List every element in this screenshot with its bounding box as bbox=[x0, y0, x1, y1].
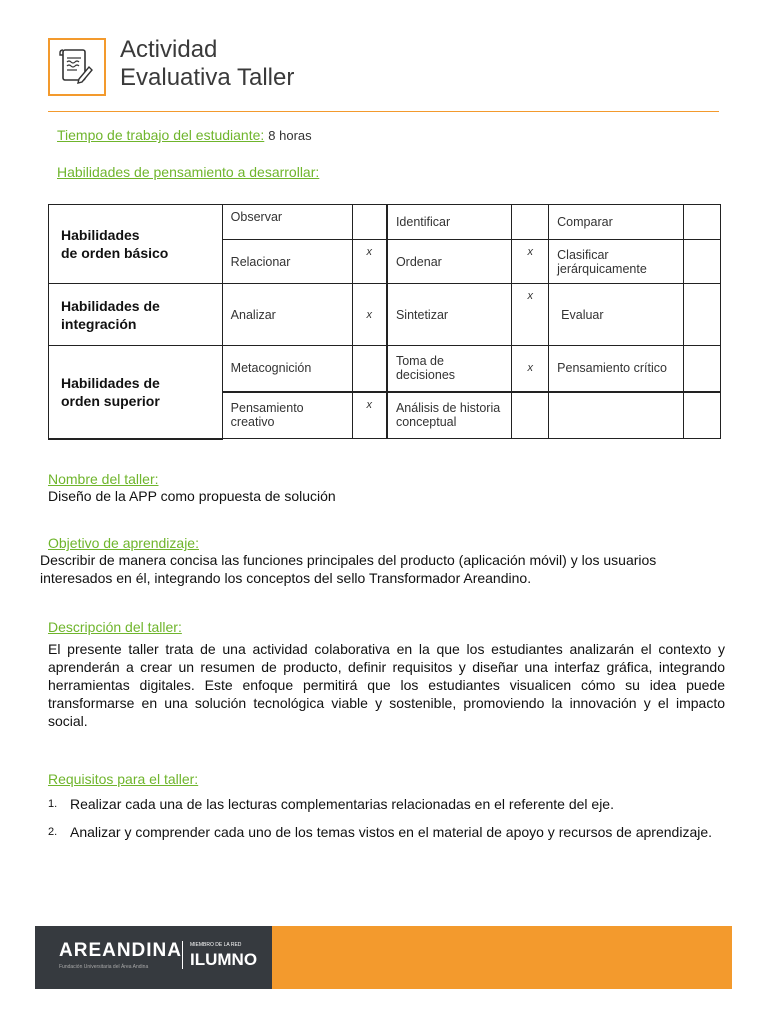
habilidades-title: Habilidades de pensamiento a desarrollar: bbox=[57, 164, 320, 180]
ilumno-logo: ILUMNO bbox=[190, 950, 258, 969]
skill-mark bbox=[684, 346, 721, 392]
objetivo-section bbox=[40, 535, 730, 587]
page-header bbox=[48, 38, 719, 112]
tiempo-label: Tiempo de trabajo del estudiante: bbox=[57, 127, 265, 143]
skill-mark: x bbox=[352, 392, 387, 439]
skill-mark bbox=[352, 205, 387, 240]
group-orden-basico: Habilidades de orden básico bbox=[49, 205, 223, 284]
objetivo-text: Describir de manera concisa las funciones principales del producto (aplicación móvil) y los usuarios interesados en él, integrando los conceptos del sello Transformador Areandino. bbox=[40, 552, 657, 586]
skills-table bbox=[48, 204, 721, 440]
skill-mark: x bbox=[512, 346, 549, 392]
skill-mark: x bbox=[352, 240, 387, 284]
skill-mark bbox=[512, 392, 549, 439]
skill-cell: Observar bbox=[222, 205, 352, 240]
skill-cell: Analizar bbox=[222, 284, 352, 346]
skill-mark bbox=[684, 240, 721, 284]
member-label: MIEMBRO DE LA RED bbox=[190, 942, 242, 948]
skill-cell: Comparar bbox=[549, 205, 684, 240]
document-pen-icon bbox=[48, 38, 106, 96]
skill-cell: Identificar bbox=[387, 205, 512, 240]
skill-mark bbox=[684, 205, 721, 240]
skill-mark: x bbox=[352, 284, 387, 346]
skill-cell: Evaluar bbox=[549, 284, 684, 346]
skill-cell: Metacognición bbox=[222, 346, 352, 392]
page-footer bbox=[35, 926, 732, 989]
nombre-value: Diseño de la APP como propuesta de solución bbox=[48, 488, 336, 504]
skill-cell: Clasificar jerárquicamente bbox=[549, 240, 684, 284]
title-line-2: Evaluativa Taller bbox=[120, 64, 295, 91]
logo-divider bbox=[182, 941, 183, 969]
nombre-section bbox=[48, 471, 336, 505]
descripcion-section bbox=[48, 619, 725, 730]
requisitos-section bbox=[48, 771, 198, 787]
areandina-subtitle: Fundación Universitaria del Área Andina bbox=[59, 964, 149, 970]
list-item-number: 2. bbox=[48, 826, 58, 838]
group-integracion: Habilidades de integración bbox=[49, 284, 223, 346]
skill-cell bbox=[549, 392, 684, 439]
list-item-text: Analizar y comprender cada uno de los temas vistos en el material de apoyo y recursos de aprendizaje. bbox=[70, 824, 713, 840]
footer-brand-block bbox=[35, 926, 272, 989]
skill-mark: x bbox=[512, 284, 549, 346]
descripcion-label: Descripción del taller: bbox=[48, 619, 182, 635]
skill-cell: Toma de decisiones bbox=[387, 346, 512, 392]
skill-mark bbox=[684, 392, 721, 439]
skill-mark bbox=[352, 346, 387, 392]
list-item bbox=[48, 824, 738, 840]
descripcion-text: El presente taller trata de una actividad colaborativa en la que los estudiantes analizarán el contexto y aprenderán a crear un resumen de producto, definir requisitos y diseñar una interfaz gráfica, integrando herramientas digitales. Este enfoque permitirá que los estudiantes visualicen cómo su idea puede transformarse en una solución tecnológica viable y sostenible, promoviendo la innovación y el impacto social. bbox=[48, 641, 725, 729]
page-title bbox=[120, 36, 294, 92]
requisitos-list bbox=[48, 796, 738, 852]
list-item-text: Realizar cada una de las lecturas complementarias relacionadas en el referente del eje. bbox=[70, 796, 614, 812]
objetivo-label: Objetivo de aprendizaje: bbox=[48, 535, 199, 551]
requisitos-label: Requisitos para el taller: bbox=[48, 771, 199, 787]
skill-mark: x bbox=[512, 240, 549, 284]
list-item bbox=[48, 796, 738, 812]
skill-cell: Ordenar bbox=[387, 240, 512, 284]
skill-cell: Pensamiento creativo bbox=[222, 392, 352, 439]
group-orden-superior: Habilidades de orden superior bbox=[49, 346, 223, 439]
skill-cell: Análisis de historia conceptual bbox=[387, 392, 512, 439]
skill-mark bbox=[684, 284, 721, 346]
tiempo-trabajo bbox=[57, 127, 312, 143]
title-line-1: Actividad bbox=[120, 36, 218, 63]
skill-mark bbox=[512, 205, 549, 240]
nombre-label: Nombre del taller: bbox=[48, 471, 159, 487]
list-item-number: 1. bbox=[48, 798, 58, 810]
skill-cell: Pensamiento crítico bbox=[549, 346, 684, 392]
skill-cell: Relacionar bbox=[222, 240, 352, 284]
tiempo-value: 8 horas bbox=[268, 128, 312, 143]
areandina-logo: AREANDINA bbox=[59, 940, 182, 961]
skill-cell: Sintetizar bbox=[387, 284, 512, 346]
